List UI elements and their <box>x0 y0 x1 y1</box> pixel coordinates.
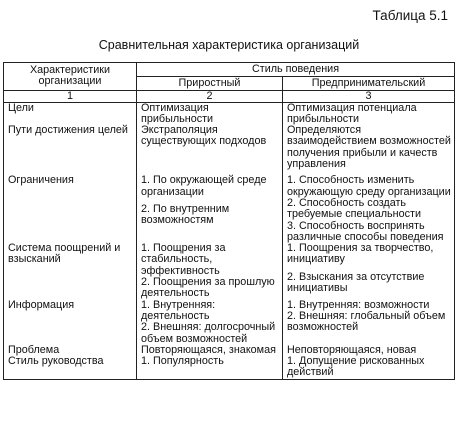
table-number: Таблица 5.1 <box>372 8 448 23</box>
column-number-3: 3 <box>283 90 455 102</box>
table-row-constraints <box>4 170 455 243</box>
cell-incremental <box>137 300 283 345</box>
list-item: 2. Способность создать требуемые специальности <box>287 196 421 221</box>
table-row-leadership <box>4 356 455 379</box>
table-row-information <box>4 300 455 345</box>
table-row-incentives <box>4 243 455 299</box>
list-item: 1. Поощрения за стабильность, эффективность <box>141 242 226 277</box>
cell-incremental: Повторяющаяся, знакомая <box>137 345 283 356</box>
column-number-row <box>4 90 455 102</box>
comparison-table <box>3 62 455 380</box>
table-title: Сравнительная характеристика организаций <box>98 38 360 52</box>
cell-incremental: Оптимизация прибыльности <box>137 102 283 125</box>
list-item: 1. Внутренняя: деятельность <box>141 298 216 322</box>
list-item: 1. Способность изменить окружающую среду организации <box>287 174 451 198</box>
cell-entrepreneurial: Определяются взаимодействием возможностей получения прибыли и качеств управления <box>283 125 455 170</box>
column-number-2: 2 <box>137 90 283 102</box>
cell-entrepreneurial: Оптимизация потенциала прибыльности <box>283 102 455 125</box>
list-item: 2. По внутренним возможностям <box>141 202 230 227</box>
row-label: Цели <box>4 102 137 125</box>
list-item: 3. Способность воспринять различные способы поведения <box>287 219 444 243</box>
list-item: 1. По окружающей среде организации <box>141 174 267 198</box>
table-row-goals <box>4 102 455 125</box>
header-row-1 <box>4 63 455 77</box>
cell-incremental: Экстраполяция существующих подходов <box>137 125 283 170</box>
cell-entrepreneurial <box>283 243 455 299</box>
list-item: 1. Поощрения за творчество, инициативу <box>287 242 434 266</box>
column-number-1: 1 <box>4 90 137 102</box>
header-behavior-style: Стиль поведения <box>137 63 455 77</box>
row-label: Ограничения <box>4 170 137 243</box>
list-item: 2. Взыскания за отсутствие инициативы <box>287 270 425 295</box>
table-row-paths <box>4 125 455 170</box>
header-incremental: Приростный <box>137 76 283 90</box>
row-label: Система поощрений и взысканий <box>4 243 137 299</box>
row-label: Пути достижения целей <box>4 125 137 170</box>
list-item: 2. Внешняя: долгосрочный объем возможностей <box>141 321 276 345</box>
cell-incremental <box>137 170 283 243</box>
list-item: 1. Внутренняя: возможности <box>287 298 430 311</box>
list-item: 2. Внешняя: глобальный объем возможностей <box>287 309 446 334</box>
cell-entrepreneurial: Неповторяющаяся, новая <box>283 345 455 356</box>
row-label: Проблема <box>4 345 137 356</box>
row-label: Информация <box>4 300 137 345</box>
cell-entrepreneurial <box>283 170 455 243</box>
cell-incremental: 1. Популярность <box>137 356 283 379</box>
header-characteristics: Характеристики организации <box>4 63 137 91</box>
row-label: Стиль руководства <box>4 356 137 379</box>
cell-entrepreneurial <box>283 300 455 345</box>
list-item: 2. Поощрения за прошлую деятельность <box>141 276 275 300</box>
cell-incremental <box>137 243 283 299</box>
header-entrepreneurial: Предпринимательский <box>283 76 455 90</box>
cell-entrepreneurial: 1. Допущение рискованных действий <box>283 356 455 379</box>
